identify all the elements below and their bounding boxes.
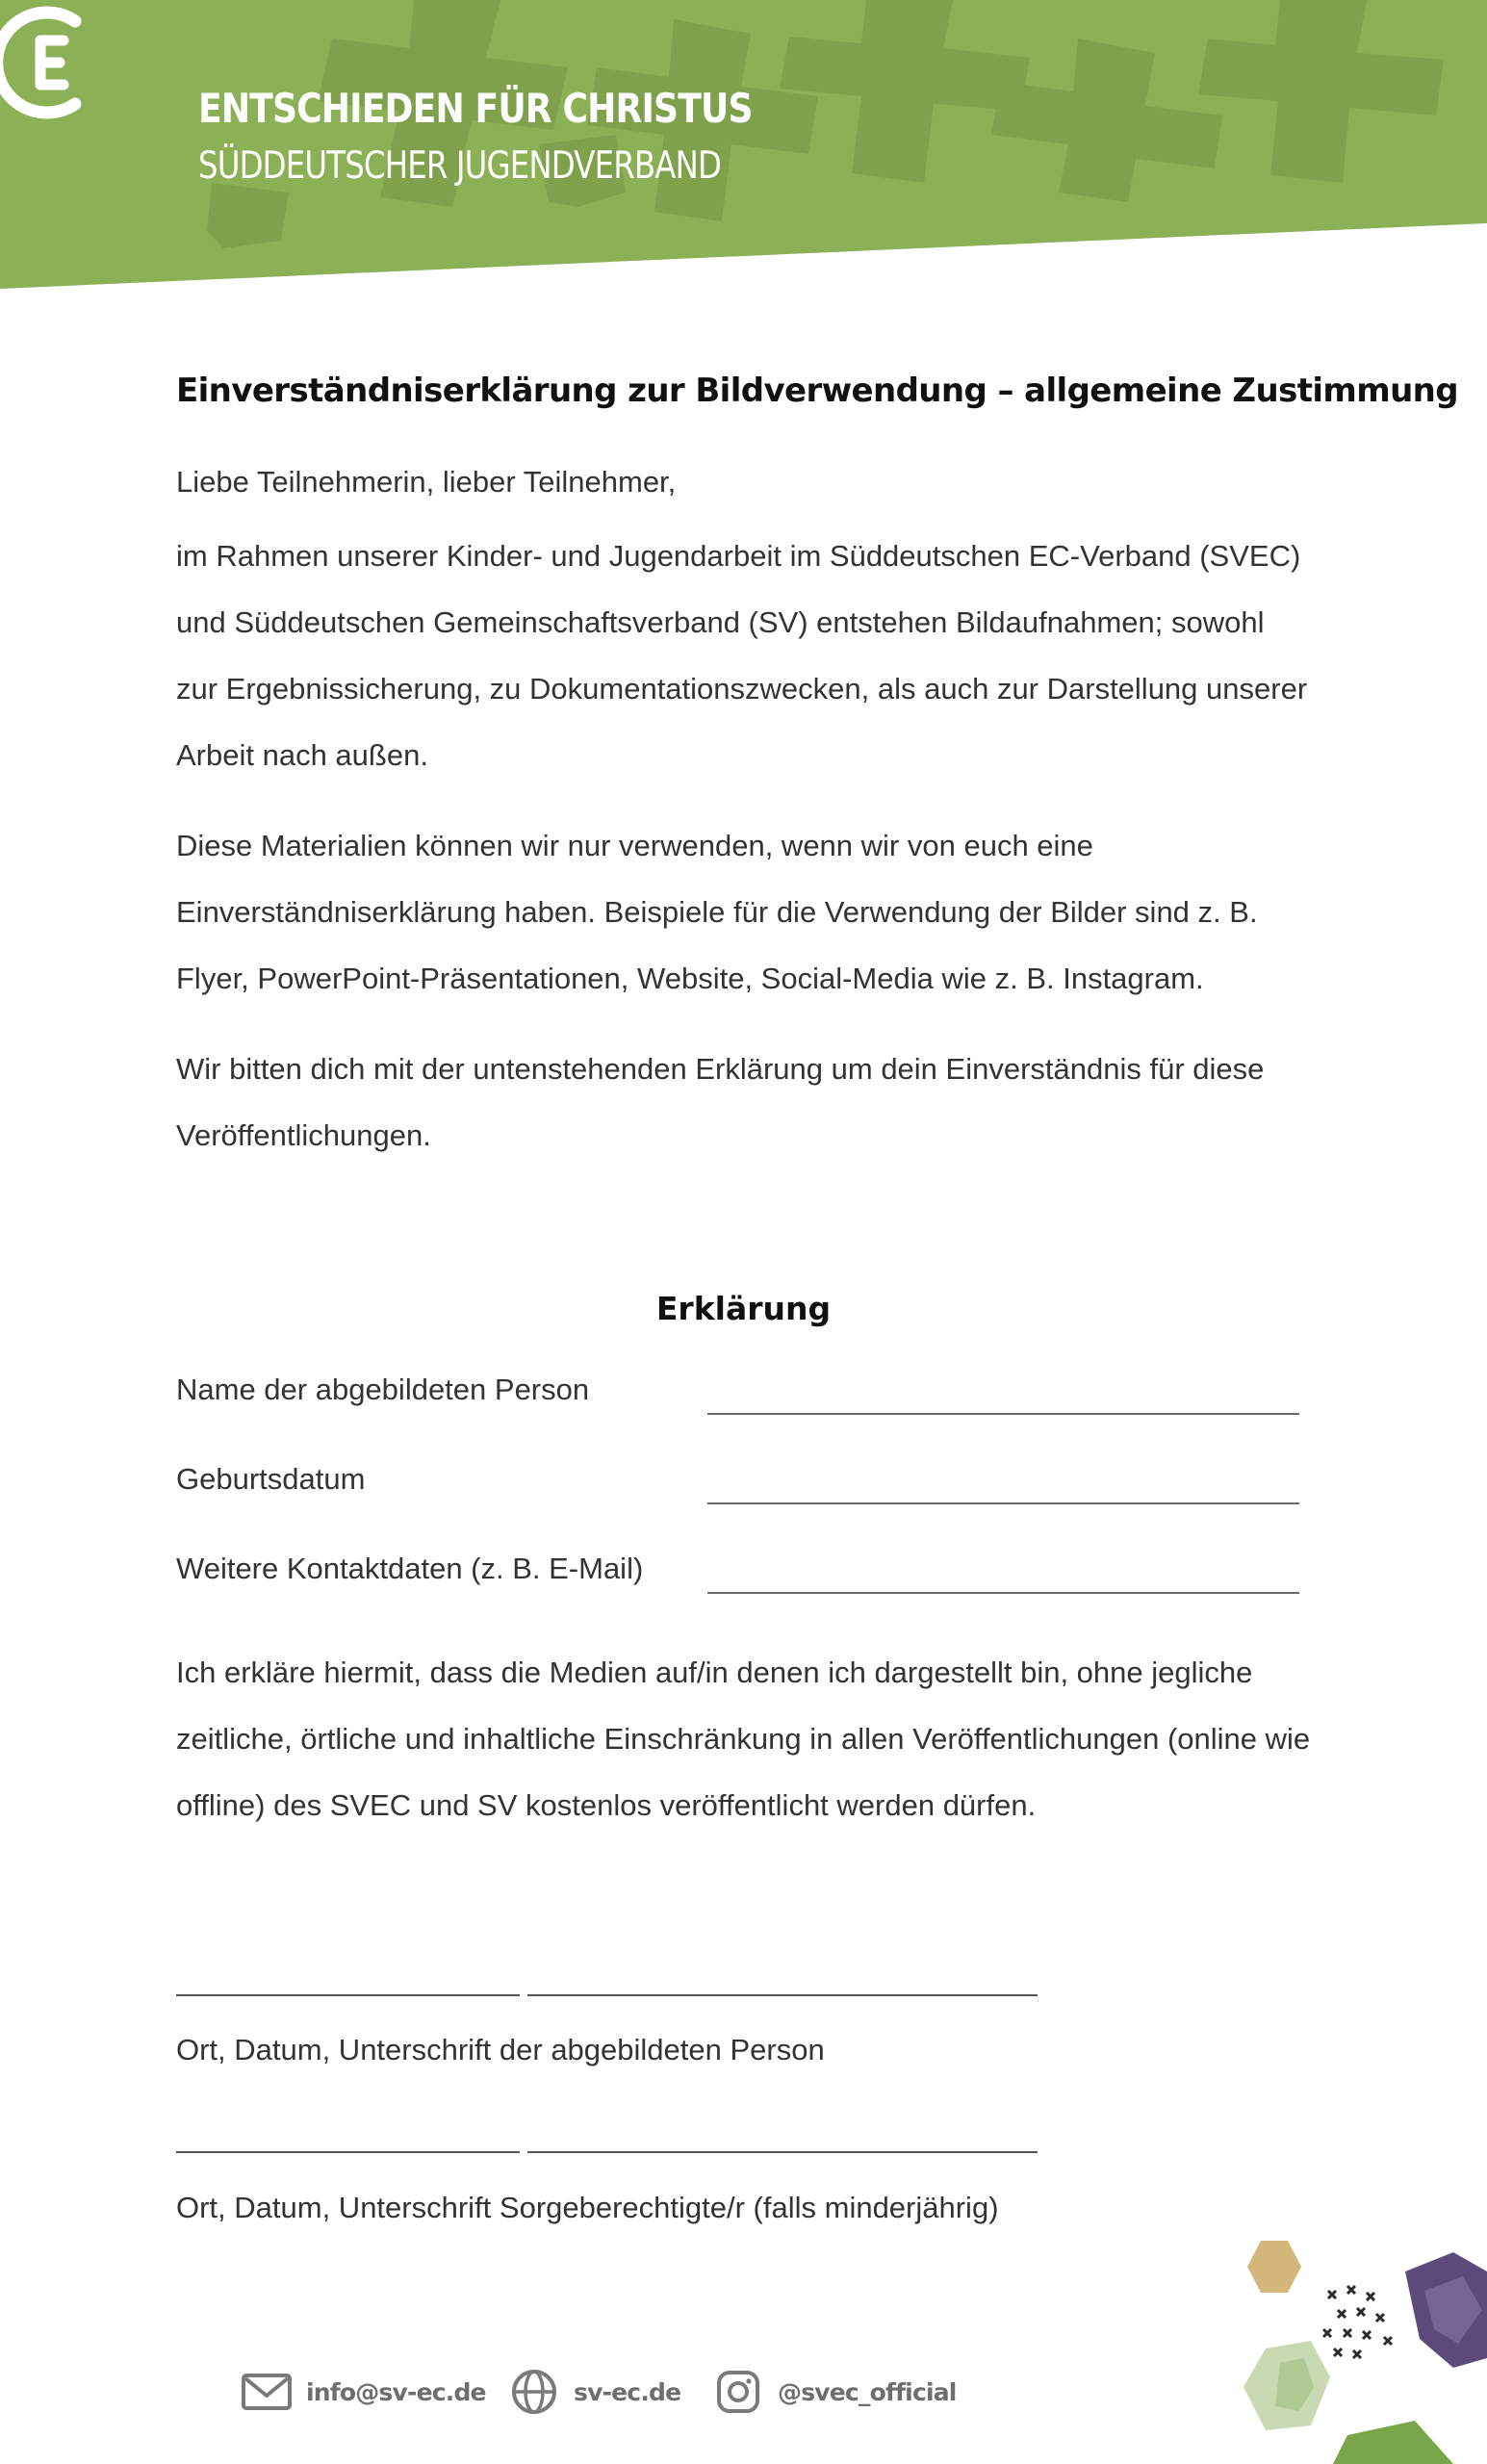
signature-line[interactable] bbox=[527, 2151, 1038, 2153]
footer-instagram-text[interactable]: @svec_official bbox=[778, 2377, 957, 2406]
signature-line[interactable] bbox=[527, 1994, 1038, 1996]
contact-field-line[interactable] bbox=[707, 1592, 1299, 1594]
intro-paragraph-3: Wir bitten dich mit der untenstehenden Erklärung um dein Einverständnis für diese Veröffentlichungen. bbox=[176, 1052, 1265, 1152]
contact-field-label: Weitere Kontaktdaten (z. B. E-Mail) bbox=[176, 1552, 644, 1585]
contact-field[interactable] bbox=[176, 1536, 1302, 1594]
name-field-line[interactable] bbox=[707, 1413, 1299, 1415]
document-title: Einverständniserklärung zur Bildverwendung – allgemeine Zustimmung bbox=[176, 372, 1459, 410]
hexagon-collage-icon bbox=[1222, 2233, 1487, 2464]
footer-website[interactable] bbox=[508, 2363, 680, 2421]
mail-icon bbox=[241, 2366, 293, 2418]
intro-paragraph-1: im Rahmen unserer Kinder- und Jugendarbeit im Süddeutschen EC-Verband (SVEC) und Süddeutschen Gemeinschaftsverband (SV) entstehen Bildaufnahmen; sowohl zur Ergebnissicherung, zu Dokumentationszwecken, als auch zur Darstellung unserer Arbeit nach außen. bbox=[176, 539, 1308, 772]
declaration-statement: Ich erkläre hiermit, dass die Medien auf/in denen ich dargestellt bin, ohne jegliche zeitliche, örtliche und inhaltliche Einschränkung in allen Veröffentlichungen (online wie offline) des SVEC und SV kostenlos veröffentlicht werden dürfen. bbox=[176, 1656, 1311, 1822]
brand-subtitle: SÜDDEUTSCHER JUGENDVERBAND bbox=[198, 144, 722, 188]
footer-email-text[interactable]: info@sv-ec.de bbox=[306, 2377, 486, 2406]
signature-line-person[interactable] bbox=[176, 1994, 1038, 1998]
intro-paragraph-2: Diese Materialien können wir nur verwenden, wenn wir von euch eine Einverständniserklärung haben. Beispiele für die Verwendung der Bilder sind z. B. Flyer, PowerPoint-Präsentationen, Website, Social-Media wie z. B. Instagram. bbox=[176, 829, 1258, 995]
header-banner bbox=[0, 0, 1487, 294]
signature-label-guardian: Ort, Datum, Unterschrift Sorgeberechtigte/r (falls minderjährig) bbox=[176, 2191, 999, 2224]
ec-logo-icon bbox=[0, 0, 96, 125]
signature-line-guardian[interactable] bbox=[176, 2151, 1038, 2155]
signature-label-person: Ort, Datum, Unterschrift der abgebildeten Person bbox=[176, 2033, 825, 2066]
birthdate-field-label: Geburtsdatum bbox=[176, 1462, 366, 1496]
name-field[interactable] bbox=[176, 1357, 1302, 1415]
place-date-line[interactable] bbox=[176, 2151, 520, 2153]
name-field-label: Name der abgebildeten Person bbox=[176, 1373, 590, 1406]
footer-website-text[interactable]: sv-ec.de bbox=[574, 2377, 681, 2406]
birthdate-field[interactable] bbox=[176, 1447, 1302, 1504]
footer-instagram[interactable] bbox=[712, 2363, 957, 2421]
declaration-heading: Erklärung bbox=[655, 1290, 832, 1327]
footer-email[interactable] bbox=[241, 2363, 486, 2421]
birthdate-field-line[interactable] bbox=[707, 1502, 1299, 1504]
instagram-icon bbox=[712, 2366, 764, 2418]
globe-icon bbox=[508, 2366, 560, 2418]
greeting: Liebe Teilnehmerin, lieber Teilnehmer, bbox=[176, 465, 677, 499]
brand-title: ENTSCHIEDEN FÜR CHRISTUS bbox=[198, 85, 753, 132]
place-date-line[interactable] bbox=[176, 1994, 520, 1996]
